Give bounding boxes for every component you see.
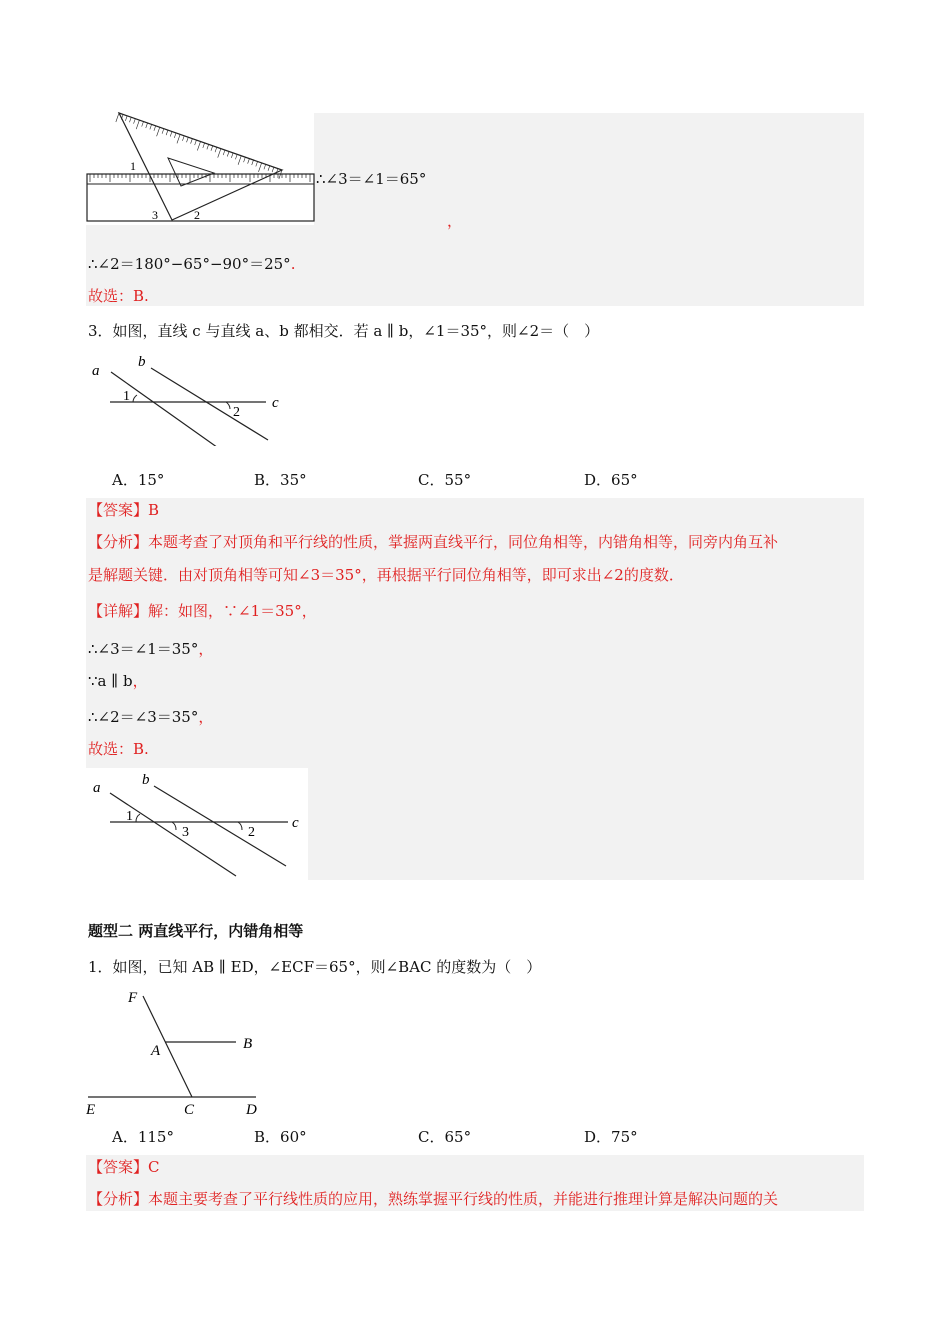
fig1-label-3: 3 [152,208,158,222]
triangle-tick [157,127,160,136]
triangle-tick [136,120,139,129]
q3-analysis-tag: 【分析】 [88,533,149,551]
q3-detail-text-4: ∴∠2＝∠3＝35° [88,708,199,726]
q1-option-c: C．65° [418,1128,472,1146]
prev-choice: 故选：B. [88,287,149,305]
triangle-tick [256,161,258,166]
q3-fig2-label-c: c [292,815,299,831]
q3-detail-text-3: ∵a ∥ b [88,672,133,690]
q3-option-c: C．55° [418,471,472,489]
q3-fig-label-2: 2 [233,405,240,420]
prev-comma: ， [447,212,463,230]
q1-analysis-tag: 【分析】 [88,1190,149,1208]
triangle-tick [203,143,205,148]
triangle-tick [150,124,152,129]
q1-option-d: D．75° [584,1128,638,1146]
triangle-tick [231,153,233,158]
triangle-tick [215,147,217,152]
triangle-tick [197,142,200,151]
q3-detail-comma-2: ， [198,640,214,658]
q3-detail-comma-3: ， [132,672,148,690]
prev-line-2 [88,253,295,275]
triangle-tick [244,157,246,162]
q1-option-b: B．60° [254,1128,307,1146]
q3-option-a: A．15° [112,471,165,489]
q3-detail-line-4 [88,706,213,728]
triangle-tick [116,113,119,122]
prev-line-2-text: ∴∠2＝180°−65°−90°＝25° [88,255,291,273]
triangle-tick [218,149,221,158]
q3-fig-label-b: b [138,354,146,370]
triangle-tick [235,154,237,159]
q3-figure-2 [88,768,308,880]
q1-fig-label-A: A [151,1043,161,1059]
q3-stem: 3．如图，直线 c 与直线 a、b 都相交．若 a ∥ b，∠1＝35°，则∠2＝（ ） [88,322,600,340]
triangle-tick [248,159,250,164]
q1-option-a: A．115° [112,1128,174,1146]
q1-analysis-line-1 [88,1188,778,1210]
prev-line-2-dot: . [290,255,296,273]
q1-fig-label-D: D [246,1102,257,1118]
q1-analysis-text-1: 本题主要考查了平行线性质的应用，熟练掌握平行线的性质，并能进行推理计算是解决问题的关 [148,1190,779,1208]
q3-analysis-text-1: 本题考查了对顶角和平行线的性质，掌握两直线平行，同位角相等，内错角相等，同旁内角互补 [148,533,779,551]
triangle-tick [264,164,266,169]
triangle-tick [154,126,156,131]
triangle-tick [268,166,270,171]
triangle-tick [211,146,213,151]
q3-detail-line-2 [88,638,213,660]
q3-fig-label-1: 1 [123,389,130,404]
q3-analysis-line-2: 是解题关键．由对顶角相等可知∠3＝35°，再根据平行同位角相等，即可求出∠2的度数． [88,566,684,584]
triangle-tick [195,140,197,145]
q3-detail-line-1 [88,600,317,622]
q1-answer: 【答案】C [88,1158,160,1176]
q3-choice: 故选：B. [88,740,149,758]
q1-fig-label-B: B [243,1036,253,1052]
q1-fig-label-F: F [128,990,138,1006]
q3-detail-comma-4: ， [198,708,214,726]
triangle-tick [272,167,274,172]
fig1-label-1: 1 [130,159,136,173]
q3-fig2-label-2: 2 [248,825,255,840]
q3-option-d: D．65° [584,471,638,489]
q1-fig-label-C: C [184,1102,195,1118]
q3-analysis-line-1 [88,531,778,553]
triangle-tick [223,150,225,155]
triangle-tick [182,136,184,141]
triangle-tick [125,116,127,121]
triangle-tick [258,163,261,172]
q3-detail-line-3 [88,670,148,692]
triangle-tick [252,160,254,165]
q1-stem: 1．如图，已知 AB ∥ ED，∠ECF＝65°，则∠BAC 的度数为（ ） [88,958,542,976]
q3-figure [88,350,288,446]
triangle-tick [227,151,229,156]
q3-fig-label-c: c [272,395,279,411]
triangle-tick [166,130,168,135]
q3-fig2-label-b: b [142,772,150,788]
q3-detail-text-1: 解：如图，∵∠1＝35°， [148,602,317,620]
triangle-tick [238,156,241,165]
q1-fig-label-E: E [86,1102,96,1118]
triangle-tick [129,117,131,122]
triangle-tick [142,122,144,127]
triangle-tick [177,134,180,143]
q1-figure [86,988,266,1118]
triangle-tick [146,123,148,128]
q3-fig2-label-1: 1 [126,809,133,824]
q3-detail-text-2: ∴∠3＝∠1＝35° [88,640,199,658]
q3-fig-label-a: a [92,363,100,379]
q3-fig2-label-a: a [93,780,101,796]
prev-line-1: ∴∠3＝∠1＝65° [316,170,427,188]
q3-answer: 【答案】B [88,501,160,519]
q3-fig2-label-3: 3 [182,825,189,840]
section-title: 题型二 两直线平行，内错角相等 [88,922,304,940]
fig1-label-2: 2 [194,208,200,222]
triangle-tick [170,132,172,137]
triangle-tick [162,129,164,134]
triangle-tick [207,144,209,149]
triangle-tick [191,139,193,144]
q3-option-b: B．35° [254,471,307,489]
triangle-ruler-figure [86,108,318,228]
triangle-tick [134,119,136,124]
q3-detail-tag: 【详解】 [88,602,149,620]
triangle-tick [174,133,176,138]
triangle-tick [187,137,189,142]
